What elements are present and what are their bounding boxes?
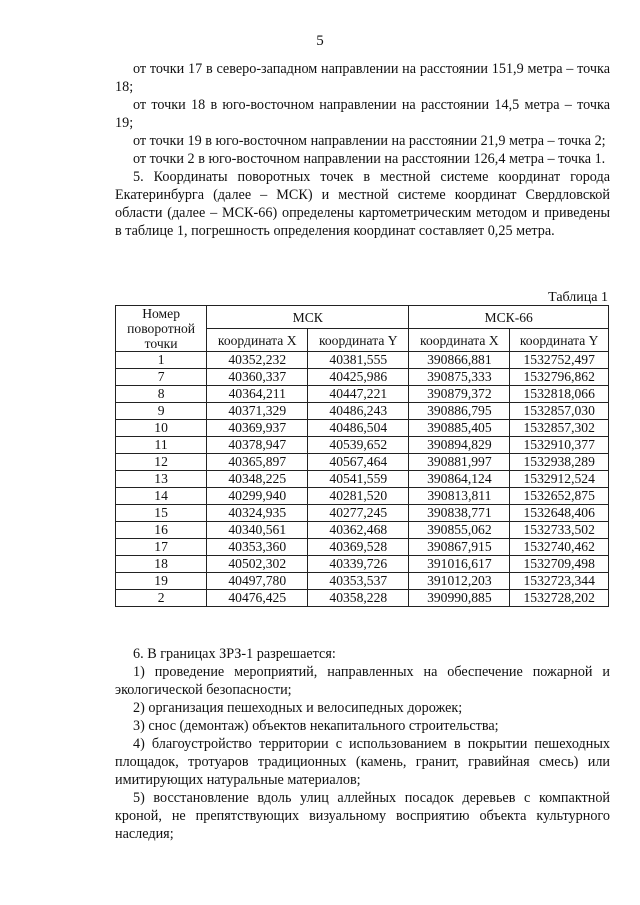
msk66-y-cell: 1532728,202 [510,590,609,607]
msk-y-cell: 40447,221 [308,386,409,403]
msk-y-cell: 40567,464 [308,454,409,471]
msk-x-cell: 40299,940 [207,488,308,505]
table-caption: Таблица 1 [548,290,608,305]
msk66-y-cell: 1532733,502 [510,522,609,539]
msk-x-cell: 40476,425 [207,590,308,607]
msk-x-cell: 40502,302 [207,556,308,573]
msk-y-cell: 40539,652 [308,437,409,454]
msk66-x-cell: 390881,997 [409,454,510,471]
table-row [116,471,609,488]
msk-y-cell: 40339,726 [308,556,409,573]
coordinates-table [115,305,609,607]
header-msk66: МСК-66 [409,306,609,329]
msk-x-cell: 40364,211 [207,386,308,403]
point-number-cell: 10 [116,420,207,437]
table-row [116,369,609,386]
table-row [116,590,609,607]
msk66-x-cell: 390885,405 [409,420,510,437]
point-number-cell: 13 [116,471,207,488]
msk66-y-cell: 1532752,497 [510,352,609,369]
point-number-cell: 17 [116,539,207,556]
msk-x-cell: 40365,897 [207,454,308,471]
msk66-y-cell: 1532857,030 [510,403,609,420]
msk66-y-cell: 1532796,862 [510,369,609,386]
page-number: 5 [316,33,324,49]
paragraph: от точки 17 в северо-западном направлении на расстоянии 151,9 метра – точка 18; [115,61,610,95]
msk-x-cell: 40360,337 [207,369,308,386]
paragraph: от точки 18 в юго-восточном направлении на расстоянии 14,5 метра – точка 19; [115,97,610,131]
table-row [116,454,609,471]
paragraph: 2) организация пешеходных и велосипедных дорожек; [133,700,463,716]
paragraph: 1) проведение мероприятий, направленных на обеспечение пожарной и экологической безопасности; [115,664,610,698]
msk-x-cell: 40348,225 [207,471,308,488]
msk66-y-cell: 1532740,462 [510,539,609,556]
msk-y-cell: 40381,555 [308,352,409,369]
msk66-x-cell: 390990,885 [409,590,510,607]
msk-y-cell: 40486,504 [308,420,409,437]
section-6-text [115,645,610,843]
header-point-number: Номер поворотной точки [116,306,207,352]
msk66-y-cell: 1532938,289 [510,454,609,471]
point-number-cell: 1 [116,352,207,369]
table-row [116,539,609,556]
msk-x-cell: 40353,360 [207,539,308,556]
table-row [116,420,609,437]
msk-y-cell: 40486,243 [308,403,409,420]
point-number-cell: 14 [116,488,207,505]
header-msk66-y: координата Y [510,329,609,352]
msk-y-cell: 40362,468 [308,522,409,539]
table-body [116,352,609,607]
header-msk66-x: координата X [409,329,510,352]
msk66-x-cell: 390867,915 [409,539,510,556]
header-msk: МСК [207,306,409,329]
msk66-y-cell: 1532912,524 [510,471,609,488]
msk-x-cell: 40352,232 [207,352,308,369]
intro-text [115,60,610,240]
paragraph: 3) снос (демонтаж) объектов некапитального строительства; [133,718,499,734]
msk66-y-cell: 1532652,875 [510,488,609,505]
table-row [116,573,609,590]
msk66-x-cell: 390838,771 [409,505,510,522]
msk66-x-cell: 390894,829 [409,437,510,454]
msk66-x-cell: 390875,333 [409,369,510,386]
point-number-cell: 2 [116,590,207,607]
msk66-y-cell: 1532648,406 [510,505,609,522]
point-number-cell: 11 [116,437,207,454]
msk-x-cell: 40378,947 [207,437,308,454]
msk66-x-cell: 391016,617 [409,556,510,573]
msk-x-cell: 40369,937 [207,420,308,437]
table-row [116,556,609,573]
point-number-cell: 15 [116,505,207,522]
table-row [116,522,609,539]
msk-y-cell: 40277,245 [308,505,409,522]
point-number-cell: 18 [116,556,207,573]
point-number-cell: 16 [116,522,207,539]
header-msk-y: координата Y [308,329,409,352]
table-row [116,403,609,420]
paragraph: 5) восстановление вдоль улиц аллейных посадок деревьев с компактной кроной, не препятствующих визуальному восприятию объекта культурного наследия; [115,790,610,842]
point-number-cell: 19 [116,573,207,590]
paragraph: от точки 2 в юго-восточном направлении на расстоянии 126,4 метра – точка 1. [133,151,606,167]
msk-x-cell: 40497,780 [207,573,308,590]
msk66-x-cell: 390864,124 [409,471,510,488]
header-msk-x: координата X [207,329,308,352]
msk-y-cell: 40369,528 [308,539,409,556]
table-row [116,437,609,454]
point-number-cell: 8 [116,386,207,403]
paragraph: 5. Координаты поворотных точек в местной системе координат города Екатеринбурга (далее – МСК) и местной системе координат Свердловской области (далее – МСК-66) определены картометрическим методом и приведены в таблице 1, погрешность определения координат составляет 0,25 метра. [115,169,610,239]
paragraph: 6. В границах ЗРЗ-1 разрешается: [133,646,336,662]
msk-x-cell: 40340,561 [207,522,308,539]
msk-x-cell: 40324,935 [207,505,308,522]
msk66-y-cell: 1532857,302 [510,420,609,437]
msk66-x-cell: 390866,881 [409,352,510,369]
msk-x-cell: 40371,329 [207,403,308,420]
table-row [116,505,609,522]
msk66-x-cell: 391012,203 [409,573,510,590]
point-number-cell: 12 [116,454,207,471]
point-number-cell: 9 [116,403,207,420]
point-number-cell: 7 [116,369,207,386]
msk66-x-cell: 390855,062 [409,522,510,539]
msk-y-cell: 40541,559 [308,471,409,488]
msk66-y-cell: 1532910,377 [510,437,609,454]
msk-y-cell: 40281,520 [308,488,409,505]
msk66-y-cell: 1532723,344 [510,573,609,590]
msk-y-cell: 40358,228 [308,590,409,607]
msk-y-cell: 40353,537 [308,573,409,590]
msk66-y-cell: 1532709,498 [510,556,609,573]
paragraph: 4) благоустройство территории с использованием в покрытии пешеходных площадок, тротуаров традиционных (камень, гранит, гравийная смесь) или имитирующих натуральные материалов; [115,736,610,788]
msk66-x-cell: 390813,811 [409,488,510,505]
paragraph: от точки 19 в юго-восточном направлении на расстоянии 21,9 метра – точка 2; [133,133,606,149]
table-row [116,352,609,369]
table-row [116,386,609,403]
msk66-x-cell: 390886,795 [409,403,510,420]
msk66-x-cell: 390879,372 [409,386,510,403]
msk-y-cell: 40425,986 [308,369,409,386]
table-row [116,488,609,505]
msk66-y-cell: 1532818,066 [510,386,609,403]
